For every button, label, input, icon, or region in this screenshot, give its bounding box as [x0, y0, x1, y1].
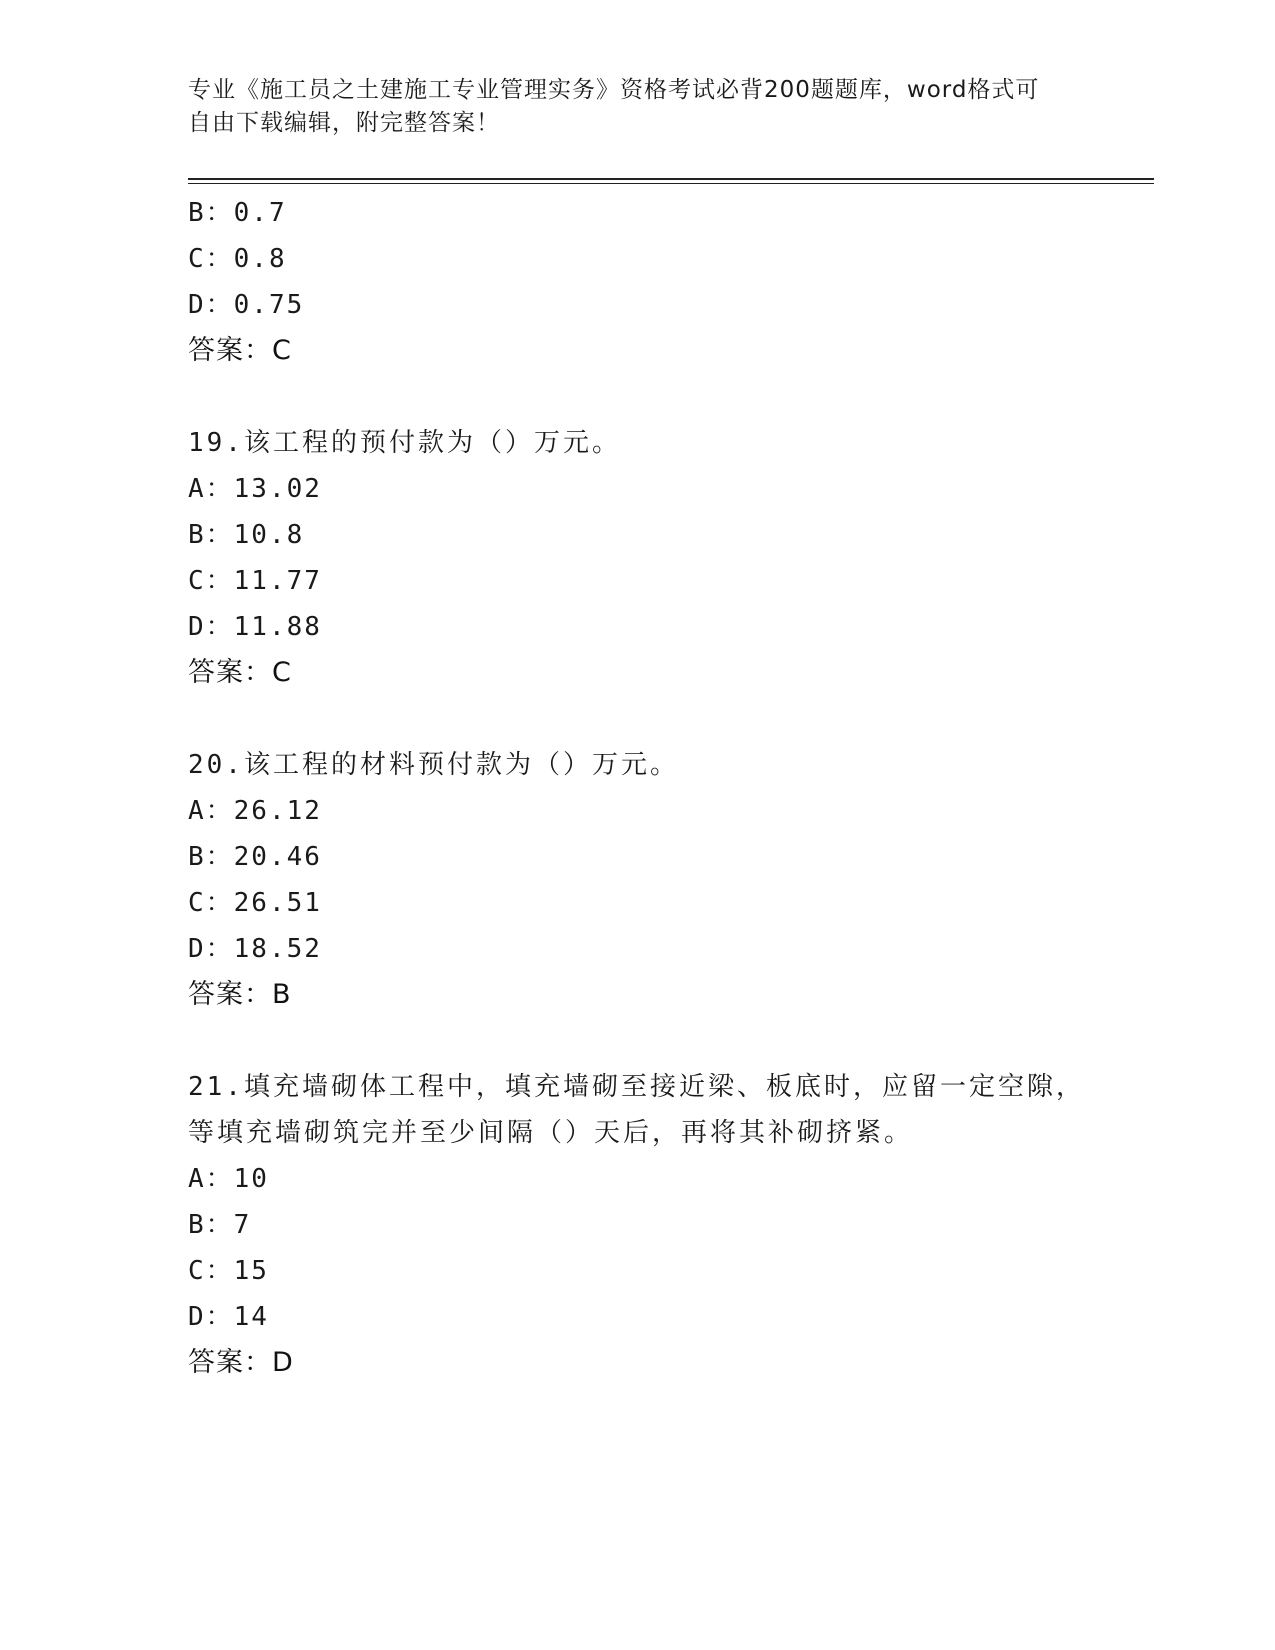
question-text: 20.该工程的材料预付款为（）万元。: [188, 750, 679, 780]
option-d: D：18.52: [188, 934, 322, 964]
option-b: B：0.7: [188, 198, 287, 228]
header-line-2: 自由下载编辑，附完整答案！: [188, 110, 500, 136]
header-line-1: 专业《施工员之土建施工专业管理实务》资格考试必背200题题库，word格式可: [188, 77, 1040, 103]
option-b: B：7: [188, 1210, 252, 1240]
question-text: 19.该工程的预付款为（）万元。: [188, 428, 621, 458]
answer-label: 答案：C: [188, 657, 292, 688]
option-a: A：10: [188, 1164, 269, 1194]
question-text-line-1: 21.填充墙砌体工程中，填充墙砌至接近梁、板底时，应留一定空隙，: [188, 1072, 1085, 1102]
question-text-line-2: 等填充墙砌筑完并至少间隔（）天后，再将其补砌挤紧。: [188, 1118, 914, 1148]
header-rule-thin: [188, 183, 1154, 184]
option-b: B：20.46: [188, 842, 322, 872]
answer-label: 答案：D: [188, 1347, 294, 1378]
page-header: [188, 74, 1068, 140]
header-rule-thick: [188, 178, 1154, 180]
question-list: [188, 190, 1148, 1386]
option-c: C：0.8: [188, 244, 287, 274]
option-d: D：0.75: [188, 290, 305, 320]
option-d: D：14: [188, 1302, 269, 1332]
answer-label: 答案：C: [188, 335, 292, 366]
question-19: [188, 420, 1148, 696]
answer-label: 答案：B: [188, 979, 292, 1010]
option-b: B：10.8: [188, 520, 305, 550]
question-21: [188, 1064, 1148, 1386]
option-c: C：11.77: [188, 566, 322, 596]
question-18-continued: [188, 190, 1148, 374]
question-20: [188, 742, 1148, 1018]
option-c: C：26.51: [188, 888, 322, 918]
option-a: A：13.02: [188, 474, 322, 504]
option-a: A：26.12: [188, 796, 322, 826]
option-d: D：11.88: [188, 612, 322, 642]
option-c: C：15: [188, 1256, 269, 1286]
